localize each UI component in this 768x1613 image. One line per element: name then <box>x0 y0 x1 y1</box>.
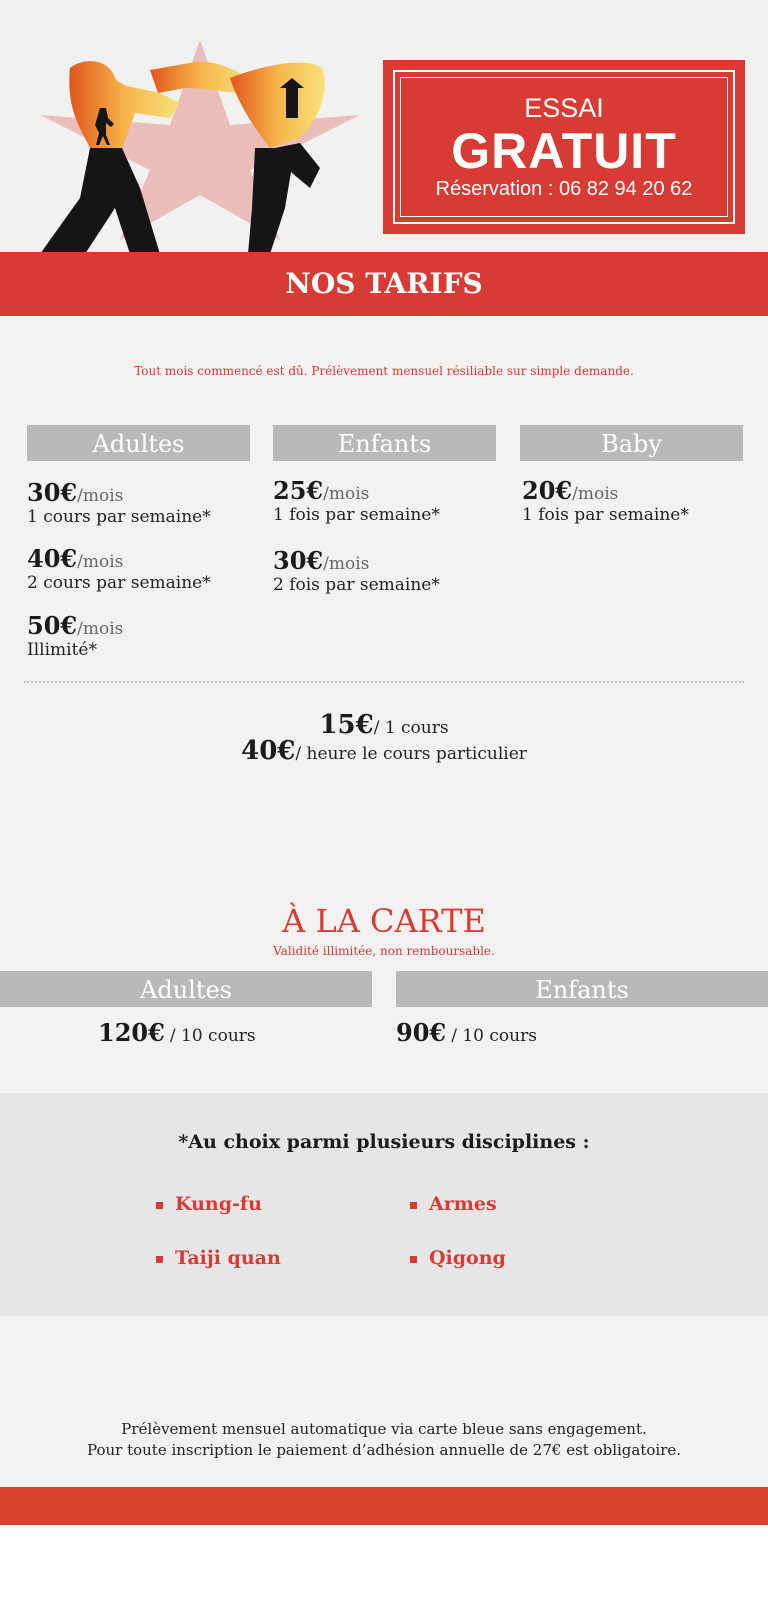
free-trial-box <box>383 60 745 234</box>
price-block-enfants-2 <box>273 546 503 595</box>
carte-price-desc: / 10 cours <box>169 1026 256 1046</box>
discipline-label: Qigong <box>429 1247 506 1269</box>
bottom-red-band <box>0 1487 768 1525</box>
price-unit: /mois <box>77 619 124 639</box>
bullet-icon <box>156 1256 163 1263</box>
free-trial-gratuit: GRATUIT <box>451 123 677 179</box>
price-unit: /mois <box>323 554 370 574</box>
discipline-label: Armes <box>429 1193 497 1215</box>
bottom-blank-area <box>0 1525 768 1613</box>
free-trial-phone[interactable]: Réservation : 06 82 94 20 62 <box>435 178 693 200</box>
carte-price-adultes <box>98 1018 358 1047</box>
footer-line-2: Pour toute inscription le paiement d’adhésion annuelle de 27€ est obligatoire. <box>86 1441 682 1459</box>
bullet-icon <box>410 1202 417 1209</box>
carte-title: À LA CARTE <box>282 902 486 940</box>
discipline-item <box>410 1247 506 1269</box>
discipline-item <box>156 1247 281 1269</box>
extra-price-desc: / 1 cours <box>373 718 449 738</box>
extra-price-value: 40€ <box>241 736 296 766</box>
carte-header-enfants: Enfants <box>396 971 768 1007</box>
carte-price-value: 120€ <box>98 1018 165 1047</box>
price-value: 30€ <box>27 478 78 507</box>
price-block-adultes-3 <box>27 611 257 660</box>
price-value: 40€ <box>27 544 78 573</box>
discipline-item <box>156 1193 262 1215</box>
carte-header-adultes: Adultes <box>0 971 372 1007</box>
dotted-divider <box>24 681 744 683</box>
price-unit: /mois <box>572 484 619 504</box>
carte-subtitle: Validité illimitée, non remboursable. <box>273 944 495 958</box>
price-description: 1 fois par semaine* <box>273 505 440 525</box>
free-trial-essai: ESSAI <box>524 93 604 123</box>
extra-price-value: 15€ <box>319 710 374 740</box>
column-header-baby: Baby <box>520 425 743 461</box>
bullet-icon <box>410 1256 417 1263</box>
discipline-item <box>410 1193 497 1215</box>
price-value: 30€ <box>273 546 324 575</box>
column-header-adultes: Adultes <box>27 425 250 461</box>
price-block-enfants-1 <box>273 476 503 525</box>
column-header-enfants: Enfants <box>273 425 496 461</box>
discipline-label: Taiji quan <box>175 1247 281 1269</box>
price-unit: /mois <box>77 552 124 572</box>
price-value: 25€ <box>273 476 324 505</box>
payment-notice: Tout mois commencé est dû. Prélèvement mensuel résiliable sur simple demande. <box>134 364 634 378</box>
price-block-adultes-1 <box>27 478 257 527</box>
discipline-label: Kung-fu <box>175 1193 262 1215</box>
price-value: 20€ <box>522 476 573 505</box>
footer-line-1: Prélèvement mensuel automatique via carte bleue sans engagement. <box>121 1420 647 1438</box>
carte-price-desc: / 10 cours <box>451 1026 537 1046</box>
price-description: 1 fois par semaine* <box>522 505 689 525</box>
disciplines-panel <box>0 1093 768 1316</box>
price-block-adultes-2 <box>27 544 257 593</box>
price-value: 50€ <box>27 611 78 640</box>
carte-price-value: 90€ <box>396 1018 447 1047</box>
martial-arts-fighters-illustration <box>30 48 370 254</box>
price-description: 2 fois par semaine* <box>273 575 440 595</box>
price-unit: /mois <box>323 484 370 504</box>
price-description: 2 cours par semaine* <box>27 573 211 593</box>
extra-price-desc: / heure le cours particulier <box>295 744 527 764</box>
carte-price-enfants <box>396 1018 656 1047</box>
price-unit: /mois <box>77 486 124 506</box>
disciplines-title: *Au choix parmi plusieurs disciplines : <box>178 1131 590 1153</box>
bullet-icon <box>156 1202 163 1209</box>
tarifs-title: NOS TARIFS <box>285 267 483 300</box>
extra-price-private <box>0 736 768 766</box>
price-block-baby-1 <box>522 476 752 525</box>
price-description: 1 cours par semaine* <box>27 507 211 527</box>
price-description: Illimité* <box>27 640 97 660</box>
